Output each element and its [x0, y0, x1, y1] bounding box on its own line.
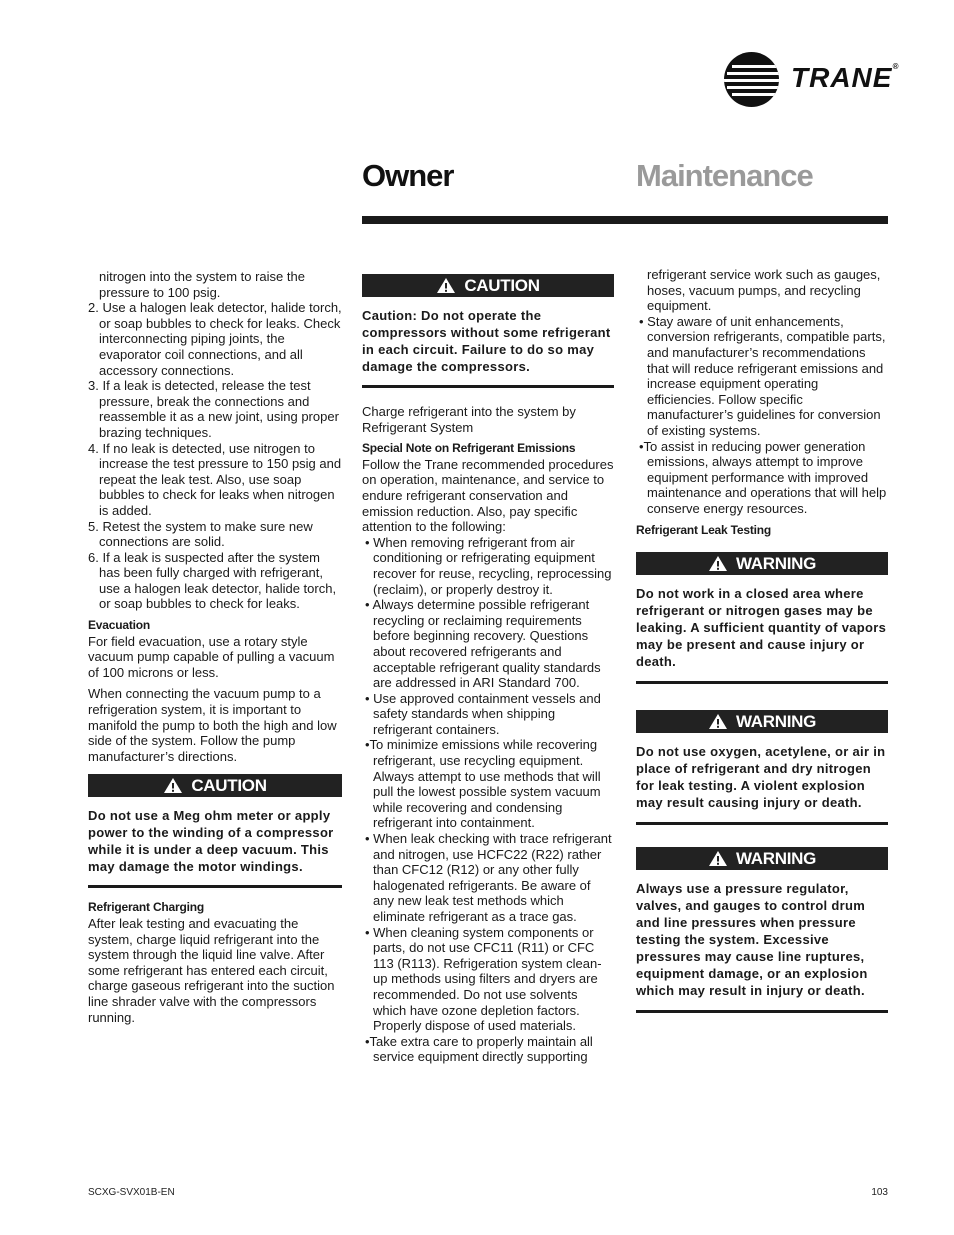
column-3: [636, 267, 888, 1013]
page-title-maintenance: Maintenance: [636, 158, 813, 193]
brand-wordmark: TRANE®: [791, 62, 900, 93]
warning-triangle-icon: [436, 277, 456, 294]
caution-text: Do not use a Meg ohm meter or apply power to the winding of a compressor while it is under a deep vacuum. This may damage the motor windings.: [88, 808, 334, 875]
caution-banner: [362, 274, 614, 297]
list-item: •Take extra care to properly maintain all service equipment directly supporting: [365, 1033, 593, 1065]
evacuation-paragraph-2: When connecting the vacuum pump to a refrigeration system, it is important to manifold the pump to both the high and low side of the system. Follow the pump manufacturer’s directions.: [88, 686, 337, 764]
charge-paragraph: Charge refrigerant into the system by Refrigerant System: [362, 404, 576, 435]
list-item: •To assist in reducing power generation emissions, always attempt to improve equipment performance with improved maintenance and operations that will help conserve energy resources.: [639, 438, 887, 516]
warning-text: Do not use oxygen, acetylene, or air in place of refrigerant and dry nitrogen for leak testing. A violent explosion may result causing injury or death.: [636, 744, 886, 811]
list-item: • When cleaning system components or parts, do not use CFC11 (R11) or CFC 113 (R113). Refrigeration system clean-up methods using filters and dryers are recommended. Do not use solvents which have ozone depletion factors. Properly dispose of used materials.: [365, 924, 602, 1034]
caution-label: CAUTION: [191, 776, 267, 796]
step-4: 4. If no leak is detected, use nitrogen to increase the test pressure to 150 psig and repeat the leak test. Also, use soap bubbles to check for leaks when nitrogen is added.: [88, 440, 342, 518]
evacuation-paragraph-1: For field evacuation, use a rotary style vacuum pump capable of pulling a vacuum of 100 microns or less.: [88, 633, 335, 680]
step-5: 5. Retest the system to make sure new connections are solid.: [88, 518, 313, 550]
list-item: • When removing refrigerant from air conditioning or refrigerating equipment recover for reuse, recycling, reprocessing (reclaim), or properly destroy it.: [365, 534, 612, 597]
caution-text: Caution: Do not operate the compressors without some refrigerant in each circuit. Failure to do so may damage the compressors.: [362, 308, 611, 374]
list-item: •To minimize emissions while recovering refrigerant, use recycling equipment. Always attempt to use methods that will pull the lowest possible system vacuum while recovering and condensing refrigerant into containment.: [365, 737, 601, 831]
warning-banner: [636, 847, 888, 870]
list-item: • Use approved containment vessels and safety standards when shipping refrigerant containers.: [365, 690, 601, 737]
caution-label: CAUTION: [464, 275, 540, 295]
charging-paragraph: After leak testing and evacuating the system, charge liquid refrigerant into the system through the liquid line valve. After some refrigerant has entered each circuit, charge gaseous refrigerant into the suction line shrader valve with the compressors running.: [88, 916, 335, 1025]
caution-banner: [88, 774, 342, 797]
title-divider: [362, 216, 888, 224]
list-item: • Always determine possible refrigerant recycling or reclaiming requirements before beginning recovery. Questions about recovered refrigerants and acceptable refrigerant quality standards are addressed in ARI Standard 700.: [365, 597, 601, 691]
warning-banner: [636, 710, 888, 733]
page-number: 103: [871, 1187, 888, 1198]
page-title-owner: Owner: [362, 158, 454, 193]
warning-triangle-icon: [708, 555, 728, 572]
special-note-heading: Special Note on Refrigerant Emissions: [362, 441, 576, 456]
evacuation-heading: Evacuation: [88, 618, 151, 633]
document-id: SCXG-SVX01B-EN: [88, 1187, 175, 1198]
warning-triangle-icon: [708, 850, 728, 867]
leak-testing-heading: Refrigerant Leak Testing: [636, 522, 772, 537]
list-item-continuation: refrigerant service work such as gauges, hoses, vacuum pumps, and recycling equipment.: [647, 267, 881, 314]
charging-heading: Refrigerant Charging: [88, 900, 205, 915]
warning-label: WARNING: [735, 848, 817, 868]
step-2: 2. Use a halogen leak detector, halide torch, or soap bubbles to check for leaks. Check interconnecting piping joints, the evaporator coil connections, and all accessory connections.: [88, 300, 342, 378]
special-note-paragraph: Follow the Trane recommended procedures on operation, maintenance, and service to endure refrigerant conservation and emission reduction. Also, pay specific attention to the following:: [362, 456, 614, 535]
warning-triangle-icon: [163, 777, 183, 794]
warning-text: Always use a pressure regulator, valves, and gauges to control drum and line pressures when pressure testing the system. Excessive pressures may cause line ruptures, equipment damage, or an explosion which may result in injury or death.: [636, 881, 868, 999]
column-1: [88, 269, 342, 1025]
warning-banner: [636, 552, 888, 575]
warning-rule: [636, 1010, 888, 1013]
warning-triangle-icon: [708, 713, 728, 730]
step-3: 3. If a leak is detected, release the test pressure, break the connections and reassemble it as a new joint, using proper brazing techniques.: [88, 378, 339, 440]
warning-label: WARNING: [735, 711, 817, 731]
step-text: nitrogen into the system to raise the pressure to 100 psig.: [99, 269, 305, 300]
list-item: • Stay aware of unit enhancements, conversion refrigerants, compatible parts, and manufacturer’s recommendations that will reduce refrigerant emissions and increase equipment operating efficiencies. Follow specific manufacturer’s guidelines for conversion of existing systems.: [639, 313, 886, 438]
column-2: [362, 274, 614, 1065]
trane-logo-icon: [724, 52, 779, 107]
warning-text: Do not work in a closed area where refrigerant or nitrogen gases may be leaking. A sufficient quantity of vapors may be present and cause injury or death.: [636, 586, 887, 670]
list-item: • When leak checking with trace refrigerant and nitrogen, use HCFC22 (R22) rather than CFC12 (R12) or any other fully halogenated refrigerants. Be aware of any new leak test methods which eliminate refrigerant as a trace gas.: [365, 831, 612, 924]
step-6: 6. If a leak is suspected after the system has been fully charged with refrigerant, use a halogen leak detector, halide torch, or soap bubbles to check for leaks.: [88, 549, 337, 612]
warning-label: WARNING: [735, 553, 817, 573]
